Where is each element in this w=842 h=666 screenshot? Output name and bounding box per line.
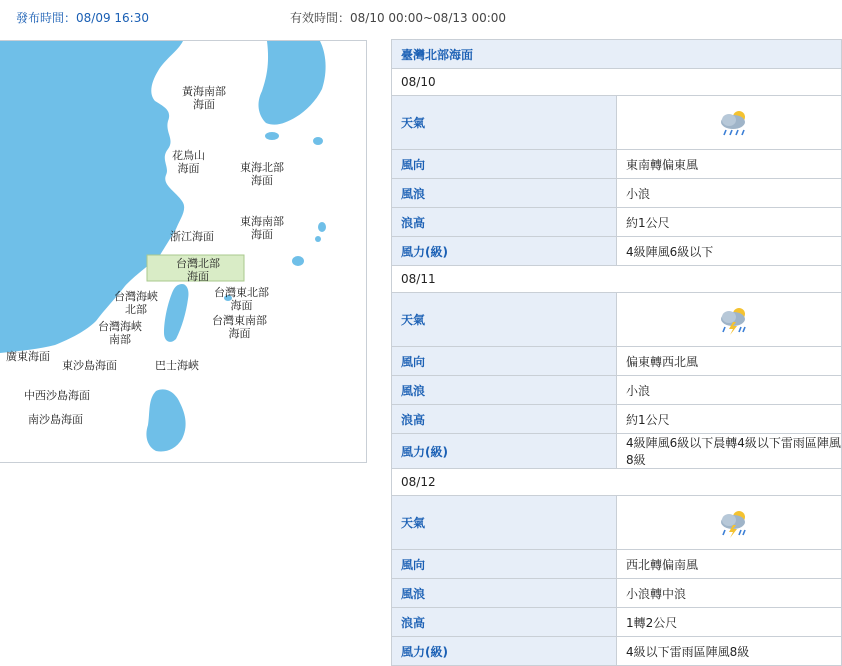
weather-value — [617, 293, 842, 347]
wave-height-value: 1轉2公尺 — [617, 608, 842, 637]
wave-height-row — [392, 405, 842, 434]
published-value: 08/09 16:30 — [76, 11, 149, 25]
weather-key: 天氣 — [392, 496, 617, 550]
label-taiwan-north[interactable]: 台灣北部 海面 — [176, 257, 220, 283]
date-cell: 08/12 — [392, 469, 842, 496]
published-label: 發布時間： — [16, 11, 77, 25]
wind-force-row — [392, 237, 842, 266]
weather-value — [617, 496, 842, 550]
label-east-china-south[interactable]: 東海南部 海面 — [240, 215, 284, 241]
wave-value: 小浪 — [617, 376, 842, 405]
wave-key: 風浪 — [392, 179, 617, 208]
wave-key: 風浪 — [392, 376, 617, 405]
weather-key: 天氣 — [392, 293, 617, 347]
wind-direction-value: 西北轉偏南風 — [617, 550, 842, 579]
weather-row — [392, 293, 842, 347]
weather-row — [392, 96, 842, 150]
valid-label: 有效時間： — [290, 11, 351, 25]
wave-value: 小浪轉中浪 — [617, 579, 842, 608]
label-strait-south[interactable]: 台灣海峽 南部 — [98, 320, 142, 346]
date-row — [392, 266, 842, 293]
wind-direction-row — [392, 347, 842, 376]
sea-area-map[interactable] — [0, 40, 367, 463]
published-time — [16, 9, 149, 26]
valid-time — [290, 9, 506, 26]
weather-value — [617, 96, 842, 150]
wind-force-row — [392, 637, 842, 666]
forecast-table — [391, 39, 842, 666]
header-bar — [0, 0, 842, 34]
wind-force-key: 風力(級) — [392, 637, 617, 666]
label-nansha[interactable]: 南沙島海面 — [28, 413, 83, 426]
wave-height-value: 約1公尺 — [617, 208, 842, 237]
label-bashi[interactable]: 巴士海峽 — [155, 359, 199, 372]
wind-force-key: 風力(級) — [392, 237, 617, 266]
wind-force-key: 風力(級) — [392, 434, 617, 469]
date-cell: 08/10 — [392, 69, 842, 96]
label-taiwan-southeast[interactable]: 台灣東南部 海面 — [212, 314, 267, 340]
wind-direction-value: 偏東轉西北風 — [617, 347, 842, 376]
date-row — [392, 469, 842, 496]
wind-direction-key: 風向 — [392, 150, 617, 179]
wave-row — [392, 579, 842, 608]
wave-height-value: 約1公尺 — [617, 405, 842, 434]
wave-height-row — [392, 208, 842, 237]
wave-key: 風浪 — [392, 579, 617, 608]
region-header-row — [392, 40, 842, 69]
label-taiwan-northeast[interactable]: 台灣東北部 海面 — [214, 286, 269, 312]
cloudy-rain-icon — [717, 108, 751, 138]
wave-value: 小浪 — [617, 179, 842, 208]
label-strait-north[interactable]: 台灣海峽 北部 — [114, 290, 158, 316]
thunderstorm-sun-icon — [717, 305, 751, 335]
label-guangdong[interactable]: 廣東海面 — [6, 350, 50, 363]
wind-force-value: 4級以下雷雨區陣風8級 — [617, 637, 842, 666]
wind-direction-key: 風向 — [392, 550, 617, 579]
wave-height-key: 浪高 — [392, 208, 617, 237]
taiwan-land — [164, 284, 189, 342]
label-zhongxisha[interactable]: 中西沙島海面 — [24, 389, 90, 402]
wave-row — [392, 376, 842, 405]
korea-land — [259, 41, 326, 125]
wind-direction-value: 東南轉偏東風 — [617, 150, 842, 179]
label-yellow-sea-south[interactable]: 黃海南部 海面 — [182, 85, 226, 111]
wave-height-row — [392, 608, 842, 637]
valid-value: 08/10 00:00~08/13 00:00 — [350, 11, 507, 25]
wind-direction-row — [392, 550, 842, 579]
thunderstorm-sun-icon — [717, 508, 751, 538]
label-huaniao[interactable]: 花鳥山 海面 — [172, 149, 205, 175]
region-title: 臺灣北部海面 — [392, 40, 842, 69]
wind-direction-row — [392, 150, 842, 179]
wave-height-key: 浪高 — [392, 405, 617, 434]
date-cell: 08/11 — [392, 266, 842, 293]
wind-force-row — [392, 434, 842, 469]
weather-key: 天氣 — [392, 96, 617, 150]
weather-row — [392, 496, 842, 550]
luzon-land — [146, 389, 185, 451]
wind-force-value: 4級陣風6級以下晨轉4級以下雷雨區陣風8級 — [617, 434, 842, 469]
wind-direction-key: 風向 — [392, 347, 617, 376]
wave-height-key: 浪高 — [392, 608, 617, 637]
wave-row — [392, 179, 842, 208]
label-dongsha[interactable]: 東沙島海面 — [62, 359, 117, 372]
label-zhejiang[interactable]: 浙江海面 — [170, 230, 214, 243]
date-row — [392, 69, 842, 96]
label-east-china-north[interactable]: 東海北部 海面 — [240, 161, 284, 187]
wind-force-value: 4級陣風6級以下 — [617, 237, 842, 266]
